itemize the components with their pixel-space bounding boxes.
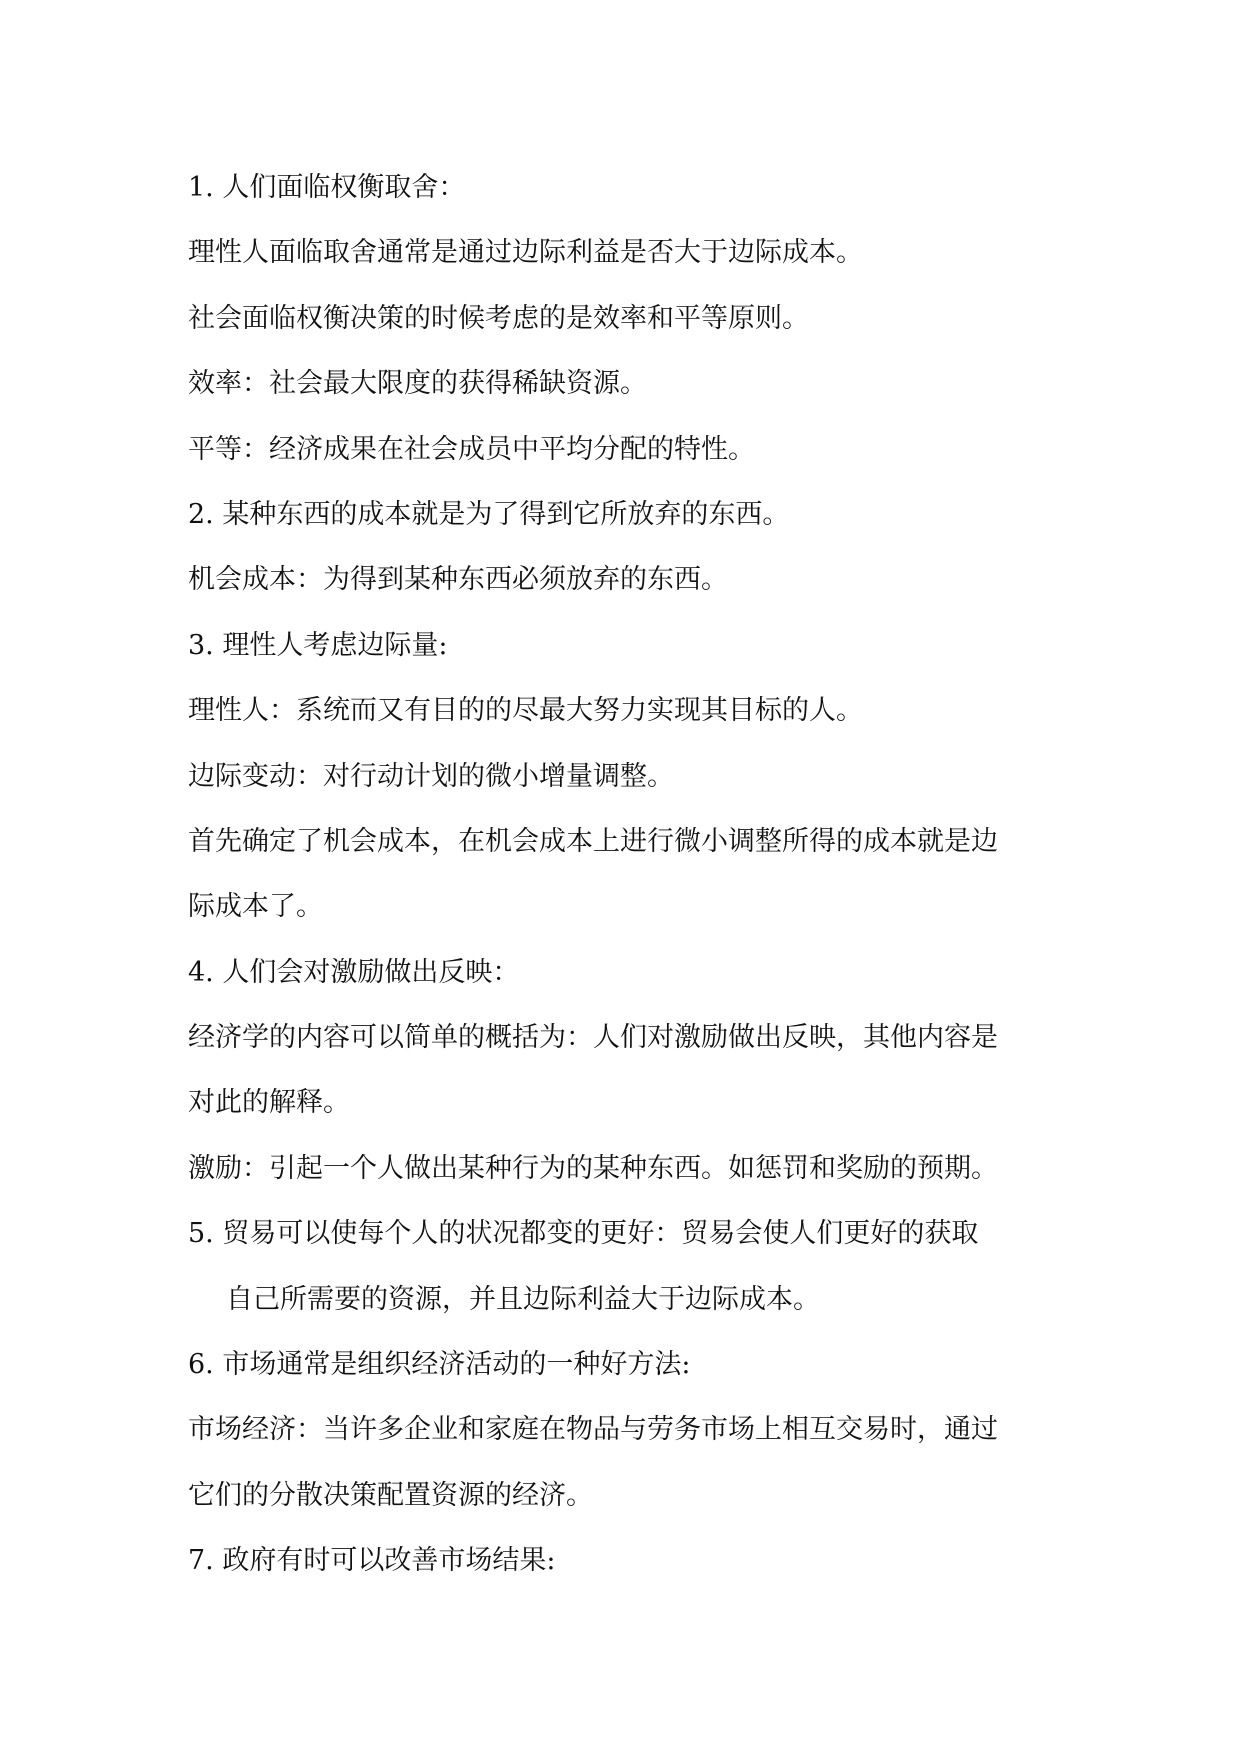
text-line: 效率：社会最大限度的获得稀缺资源。 — [188, 368, 647, 400]
text-line: 际成本了。 — [188, 891, 323, 923]
text-line: 1. 人们面临权衡取舍： — [188, 172, 466, 203]
text-line: 4. 人们会对激励做出反映： — [188, 956, 520, 988]
text-line: 3. 理性人考虑边际量: — [188, 629, 448, 661]
text-line: 自己所需要的资源，并且边际利益大于边际成本。 — [226, 1283, 820, 1315]
text-line: 它们的分散决策配置资源的经济。 — [188, 1479, 593, 1511]
text-line: 理性人面临取舍通常是通过边际利益是否大于边际成本。 — [188, 237, 863, 269]
text-line: 激励：引起一个人做出某种行为的某种东西。如惩罚和奖励的预期。 — [188, 1152, 998, 1184]
text-line: 对此的解释。 — [188, 1087, 350, 1119]
text-line: 平等：经济成果在社会成员中平均分配的特性。 — [188, 433, 755, 465]
text-line: 首先确定了机会成本，在机会成本上进行微小调整所得的成本就是边 — [188, 825, 998, 857]
text-line: 5. 贸易可以使每个人的状况都变的更好：贸易会使人们更好的获取 — [188, 1218, 979, 1250]
text-line: 市场经济：当许多企业和家庭在物品与劳务市场上相互交易时，通过 — [188, 1414, 998, 1446]
document-body — [188, 155, 1068, 1594]
text-line: 2. 某种东西的成本就是为了得到它所放弃的东西。 — [188, 498, 790, 530]
text-line: 7. 政府有时可以改善市场结果: — [188, 1545, 556, 1577]
text-line: 理性人：系统而又有目的的尽最大努力实现其目标的人。 — [188, 695, 863, 727]
text-line: 机会成本：为得到某种东西必须放弃的东西。 — [188, 564, 728, 596]
text-line: 经济学的内容可以简单的概括为：人们对激励做出反映，其他内容是 — [188, 1022, 998, 1054]
text-line: 社会面临权衡决策的时候考虑的是效率和平等原则。 — [188, 302, 809, 334]
text-line: 6. 市场通常是组织经济活动的一种好方法: — [188, 1349, 691, 1381]
text-line: 边际变动：对行动计划的微小增量调整。 — [188, 760, 674, 792]
